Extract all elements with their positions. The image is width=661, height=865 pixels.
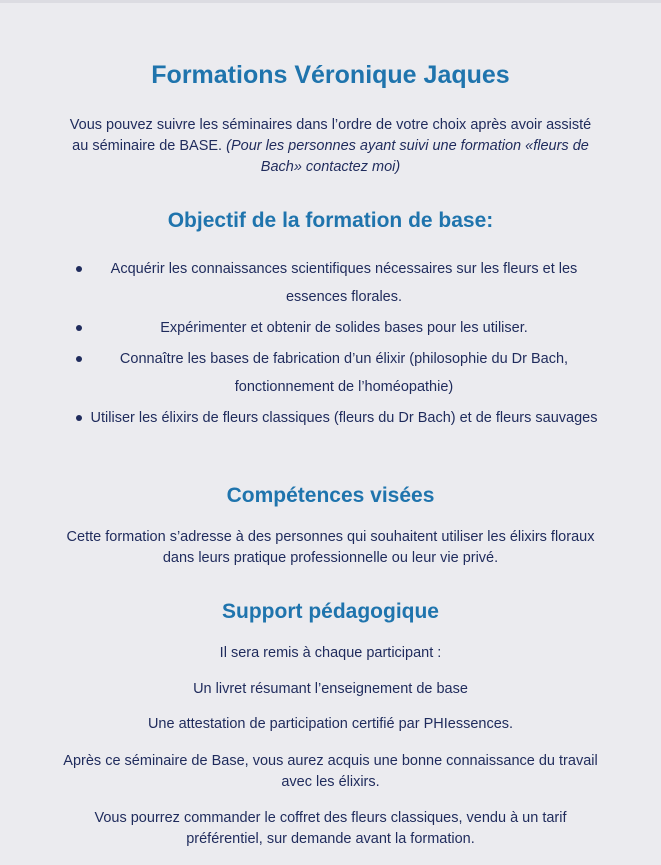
intro-italic-note: (Pour les personnes ayant suivi une formation «fleurs de Bach» contactez moi) — [226, 138, 589, 175]
objectif-list — [70, 255, 600, 435]
bullet-icon — [76, 325, 82, 331]
support-line: Vous pourrez commander le coffret des fleurs classiques, vendu à un tarif préférentiel, sur demande avant la formation. — [94, 810, 567, 847]
support-heading: Support pédagogique — [222, 600, 439, 623]
competences-heading: Compétences visées — [226, 484, 435, 507]
support-line: Un livret résumant l’enseignement de base — [193, 681, 468, 697]
top-divider — [0, 0, 661, 3]
list-item: Acquérir les connaissances scientifiques nécessaires sur les fleurs et les essences florales. — [70, 255, 600, 311]
list-item: Expérimenter et obtenir de solides bases pour les utiliser. — [70, 314, 600, 342]
intro-text: Vous pouvez suivre les séminaires dans l’ordre de votre choix après avoir assisté au séminaire de BASE. — [69, 117, 592, 154]
page-title: Formations Véronique Jaques — [151, 61, 510, 89]
bullet-icon — [76, 415, 82, 421]
intro-paragraph — [60, 115, 601, 178]
support-line: Une attestation de participation certifié par PHIessences. — [147, 716, 514, 732]
list-item: Utiliser les élixirs de fleurs classiques (fleurs du Dr Bach) et de fleurs sauvages — [70, 404, 600, 432]
list-item: Connaître les bases de fabrication d’un élixir (philosophie du Dr Bach, fonctionnement de l’homéopathie) — [70, 345, 600, 401]
competences-text: Cette formation s’adresse à des personnes qui souhaitent utiliser les élixirs floraux dans leurs pratique professionnelle ou leur vie privé. — [66, 529, 595, 566]
bullet-icon — [76, 266, 82, 272]
bullet-icon — [76, 356, 82, 362]
support-line: Il sera remis à chaque participant : — [219, 645, 442, 661]
objectif-heading: Objectif de la formation de base: — [167, 209, 494, 232]
support-line: Après ce séminaire de Base, vous aurez acquis une bonne connaissance du travail avec les élixirs. — [63, 753, 598, 790]
